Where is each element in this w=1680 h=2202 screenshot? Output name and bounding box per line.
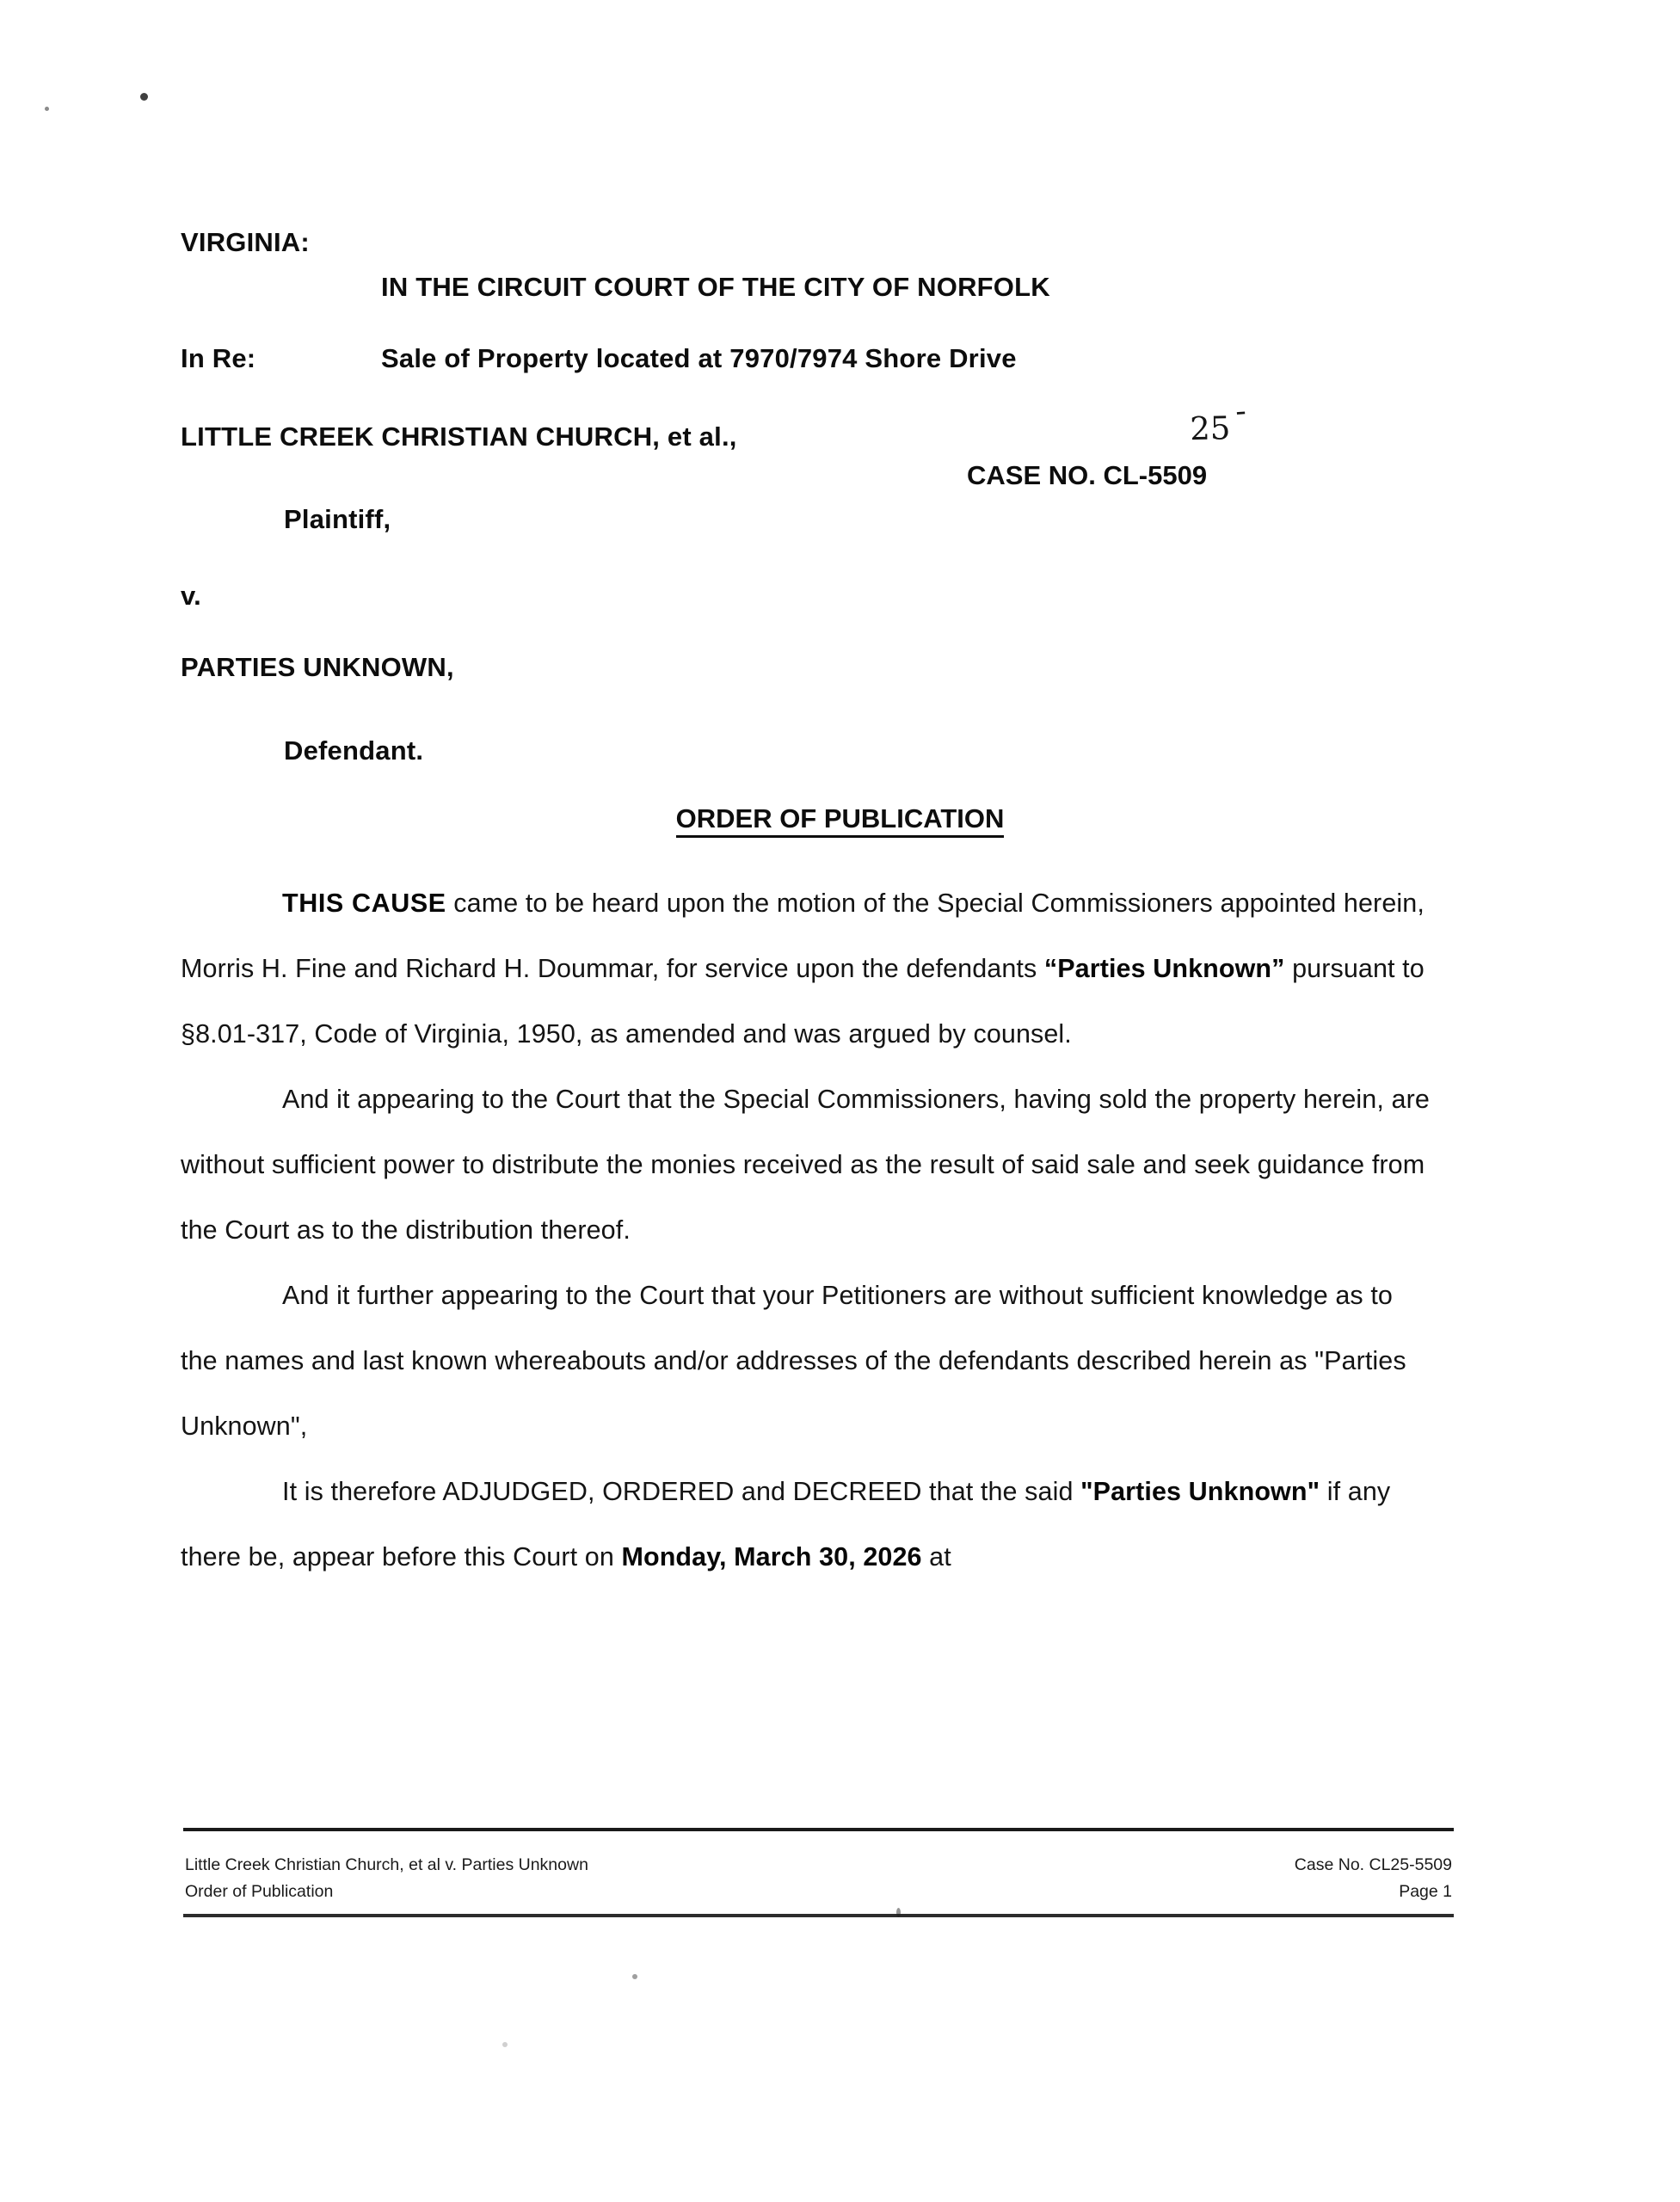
defendant-role-label: Defendant.	[284, 735, 424, 766]
page-footer	[183, 1828, 1454, 1917]
paragraph-lead-in: THIS CAUSE	[282, 889, 446, 918]
court-name-line: IN THE CIRCUIT COURT OF THE CITY OF NORFOLK	[381, 272, 1050, 302]
footer-rule-bottom	[183, 1914, 1454, 1917]
versus-label: v.	[181, 581, 201, 611]
in-re-property-description: Sale of Property located at 7970/7974 Shore Drive	[381, 343, 1017, 373]
scan-speckle-artifact	[502, 2042, 508, 2047]
paragraph-this-cause	[181, 870, 1437, 1067]
jurisdiction-line: VIRGINIA:	[181, 227, 310, 257]
paragraph-4-part-1: It is therefore ADJUDGED, ORDERED and DECREED that the said	[282, 1477, 1081, 1506]
paragraph-further-appearing: And it further appearing to the Court that your Petitioners are without sufficient knowledge as to the names and last known whereabouts and/or addresses of the defendants described herein as "Parties Unknown",	[181, 1281, 1406, 1441]
footer-case-number: Case No. CL25-5509	[1294, 1855, 1452, 1874]
parties-unknown-quoted-bold: "Parties Unknown"	[1080, 1477, 1320, 1506]
paragraph-adjudged-ordered-decreed	[181, 1459, 1437, 1590]
scan-speckle-artifact	[632, 1974, 637, 1979]
case-number: CASE NO. CL-5509	[967, 460, 1208, 490]
defendant-name: PARTIES UNKNOWN,	[181, 652, 454, 682]
parties-unknown-quoted-bold: “Parties Unknown”	[1043, 954, 1285, 983]
plaintiff-role-label: Plaintiff,	[284, 504, 391, 534]
scan-speckle-artifact	[140, 93, 148, 101]
scan-speckle-artifact	[45, 107, 49, 111]
document-body	[181, 870, 1437, 1590]
footer-case-title: Little Creek Christian Church, et al v. Parties Unknown	[185, 1855, 588, 1874]
paragraph-1-part-1: came to be heard upon the motion of the Special Commissioners appointed herein, Morris H. Fine and Richard H. Doummar, for service upon the defendants	[181, 889, 1425, 983]
handwritten-dash: -	[1234, 391, 1248, 430]
in-re-label: In Re:	[181, 343, 256, 373]
paragraph-4-part-2: if any there be, appear before this Court on	[181, 1477, 1391, 1572]
footer-case-reference	[1295, 1852, 1452, 1914]
handwritten-case-number-correction	[1189, 391, 1248, 448]
footer-case-caption	[185, 1852, 588, 1914]
handwritten-digit-two: 25	[1189, 409, 1231, 448]
paragraph-4-part-3: at	[921, 1542, 951, 1572]
paragraph-1-part-2: pursuant to §8.01-317, Code of Virginia, 1950, as amended and was argued by counsel.	[181, 954, 1425, 1049]
page-title-text: ORDER OF PUBLICATION	[676, 803, 1005, 838]
paragraph-appearing-to-court: And it appearing to the Court that the Special Commissioners, having sold the property herein, are without sufficient power to distribute the monies received as the result of said sale and seek guidance from the Court as to the distribution thereof.	[181, 1085, 1430, 1245]
footer-page-number: Page 1	[1399, 1882, 1452, 1901]
footer-document-type: Order of Publication	[185, 1882, 334, 1901]
page-title	[0, 803, 1680, 834]
plaintiff-name: LITTLE CREEK CHRISTIAN CHURCH, et al.,	[181, 421, 737, 452]
hearing-date: Monday, March 30, 2026	[621, 1542, 922, 1572]
